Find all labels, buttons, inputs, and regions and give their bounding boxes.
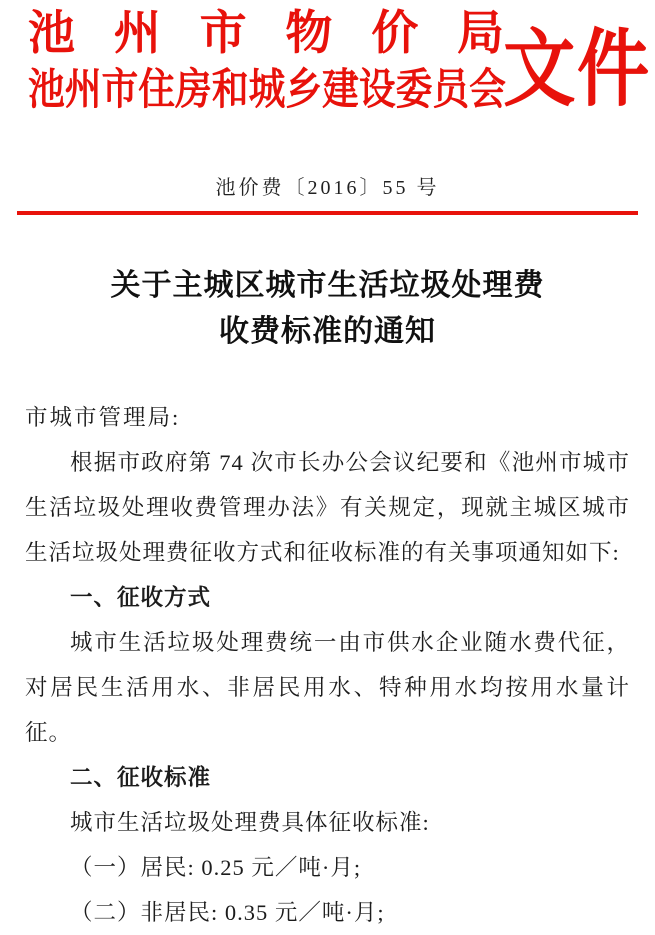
intro-paragraph: 根据市政府第 74 次市长办公会议纪要和《池州市城市生活垃圾处理收费管理办法》有关规定，现就主城区城市生活垃圾处理费征收方式和征收标准的有关事项通知如下: bbox=[25, 450, 630, 565]
section1-heading: 一、征收方式 bbox=[70, 585, 212, 610]
section2-paragraph: 城市生活垃圾处理费具体征收标准: bbox=[70, 810, 430, 835]
salutation: 市城市管理局: bbox=[25, 405, 181, 430]
title-line2: 收费标准的通知 bbox=[219, 315, 436, 348]
title-line1: 关于主城区城市生活垃圾处理费 bbox=[110, 269, 545, 302]
document-title bbox=[0, 263, 655, 355]
agency-name-primary: 池 州 市 物 价 局 bbox=[28, 8, 504, 60]
fee-item-resident: （一）居民: 0.25 元／吨·月; bbox=[70, 855, 362, 880]
document-body bbox=[0, 395, 655, 935]
section2-heading: 二、征收标准 bbox=[70, 765, 212, 790]
document-number: 池价费〔2016〕55 号 bbox=[215, 177, 440, 199]
doc-type-label: 文件 bbox=[503, 24, 651, 117]
agency-name-secondary: 池州市住房和城乡建设委员会 bbox=[28, 67, 506, 114]
fee-item-non-resident: （二）非居民: 0.35 元／吨·月; bbox=[70, 900, 385, 925]
section1-paragraph: 城市生活垃圾处理费统一由市供水企业随水费代征，对居民生活用水、非居民用水、特种用水均按用水量计征。 bbox=[25, 630, 630, 745]
red-divider-line bbox=[17, 211, 638, 215]
letterhead bbox=[0, 0, 655, 121]
